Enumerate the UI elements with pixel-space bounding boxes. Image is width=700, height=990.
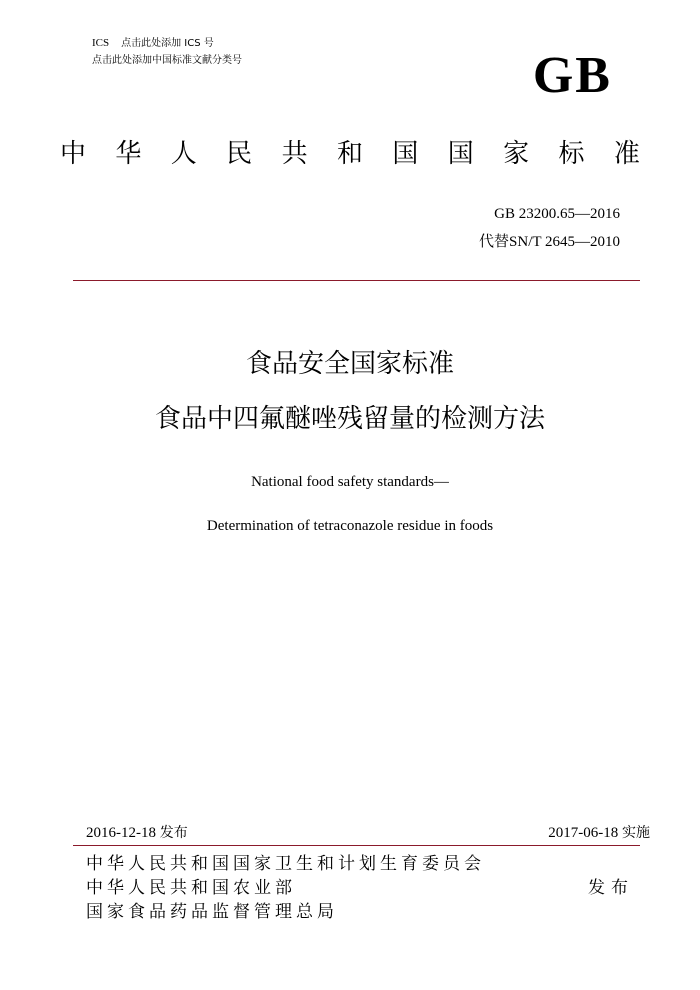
issuer-nhfpc: 中华人民共和国国家卫生和计划生育委员会	[86, 854, 485, 874]
title-cn-line2: 食品中四氟醚唑残留量的检测方法	[154, 404, 545, 434]
issue-date-value: 2016-12-18	[86, 825, 156, 841]
replaces-standard: 代替SN/T 2645—2010	[479, 234, 620, 250]
ics-label: ICS	[92, 37, 110, 49]
ics-number-line[interactable]	[92, 36, 214, 51]
national-title-char: 标	[558, 139, 585, 169]
national-title-char: 国	[447, 139, 474, 169]
ics-placeholder[interactable]: 点击此处添加 ICS 号	[121, 38, 214, 49]
national-standard-title	[60, 136, 640, 172]
national-title-char: 准	[613, 139, 640, 169]
national-title-char: 和	[336, 139, 363, 169]
title-en-line1: National food safety standards—	[251, 474, 449, 490]
national-title-char: 人	[170, 139, 197, 169]
issuer-moa: 中华人民共和国农业部	[86, 878, 296, 898]
national-title-char: 中	[60, 139, 87, 169]
issuer-cfda: 国家食品药品监督管理总局	[86, 902, 338, 922]
classification-placeholder[interactable]: 点击此处添加中国标准文献分类号	[92, 55, 242, 66]
implement-date	[548, 823, 650, 843]
implement-date-label: 实施	[622, 825, 650, 841]
title-en-line2: Determination of tetraconazole residue in foods	[206, 518, 494, 534]
publish-label: 发布	[588, 878, 634, 898]
standard-number: GB 23200.65—2016	[494, 206, 620, 222]
national-title-char: 民	[226, 139, 253, 169]
footer-divider	[73, 845, 640, 846]
title-cn-line1: 食品安全国家标准	[245, 349, 454, 379]
national-title-char: 家	[503, 139, 530, 169]
national-title-char: 华	[115, 139, 142, 169]
issue-date	[86, 823, 188, 843]
issue-date-label: 发布	[159, 825, 188, 841]
header-divider	[73, 280, 640, 281]
national-title-char: 国	[392, 139, 419, 169]
gb-logo: GB	[532, 47, 612, 104]
national-title-char: 共	[281, 139, 308, 169]
implement-date-value: 2017-06-18	[548, 825, 619, 841]
